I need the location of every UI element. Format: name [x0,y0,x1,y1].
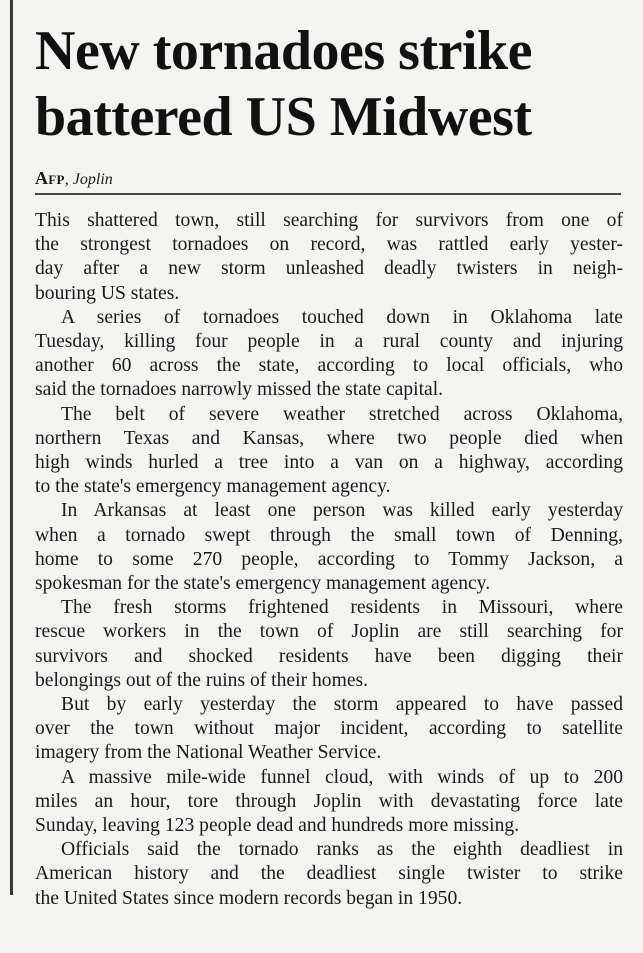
byline [35,168,621,195]
column-rule [10,0,13,895]
article-paragraph [35,693,623,766]
paragraph-line: survivors and shocked residents have been digging their [35,645,623,667]
paragraph-line: In Arkansas at least one person was killed early yesterday [61,500,623,522]
article-paragraph [35,838,623,911]
paragraph-line: over the town without major incident, according to satellite [35,718,623,740]
paragraph-line: northern Texas and Kansas, where two people died when [35,427,623,449]
paragraph-line: spokesman for the state's emergency management agency. [35,573,491,595]
byline-separator: , [64,171,73,188]
paragraph-line: another 60 across the state, according to local officials, who [35,355,623,377]
paragraph-line: the strongest tornadoes on record, was rattled early yester- [35,234,623,256]
headline-line-2: battered US Midwest [35,86,532,148]
article-paragraph [35,499,623,596]
paragraph-line: The belt of severe weather stretched across Oklahoma, [61,403,623,425]
paragraph-line: imagery from the National Weather Service. [35,742,382,764]
paragraph-line: Tuesday, killing four people in a rural county and injuring [35,331,623,353]
byline-dateline: Joplin [72,171,113,188]
headline-line-1: New tornadoes strike [35,20,533,82]
byline-agency: Afp [35,168,65,188]
paragraph-line: said the tornadoes narrowly missed the state capital. [35,379,444,401]
paragraph-line: when a tornado swept through the small town of Denning, [35,524,623,546]
paragraph-line: bouring US states. [35,282,180,304]
paragraph-line: But by early yesterday the storm appeared to have passed [61,694,623,716]
article-paragraph [35,596,623,693]
paragraph-line: A series of tornadoes touched down in Oklahoma late [61,306,623,328]
news-article [25,0,633,911]
paragraph-line: Sunday, leaving 123 people dead and hundreds more missing. [35,815,520,837]
paragraph-line: home to some 270 people, according to Tommy Jackson, a [35,548,623,570]
paragraph-line: high winds hurled a tree into a van on a highway, according [35,452,623,474]
paragraph-line: to the state's emergency management agency. [35,476,391,498]
paragraph-line: This shattered town, still searching for survivors from one of [35,210,623,231]
paragraph-line: rescue workers in the town of Joplin are still searching for [35,621,623,643]
article-paragraph [35,306,623,403]
paragraph-line: miles an hour, tore through Joplin with devastating force late [35,790,623,812]
paragraph-line: belongings out of the ruins of their homes. [35,669,369,691]
paragraph-line: American history and the deadliest single twister to strike [35,863,623,885]
article-paragraph [35,766,623,839]
headline [35,18,633,150]
paragraph-line: A massive mile-wide funnel cloud, with winds of up to 200 [61,766,623,788]
article-body [35,209,623,911]
paragraph-line: the United States since modern records began in 1950. [35,887,463,909]
paragraph-line: The fresh storms frightened residents in Missouri, where [61,597,623,619]
article-paragraph [35,403,623,500]
paragraph-line: day after a new storm unleashed deadly twisters in neigh- [35,258,623,280]
article-paragraph [35,209,623,306]
paragraph-line: Officials said the tornado ranks as the eighth deadliest in [61,839,623,861]
